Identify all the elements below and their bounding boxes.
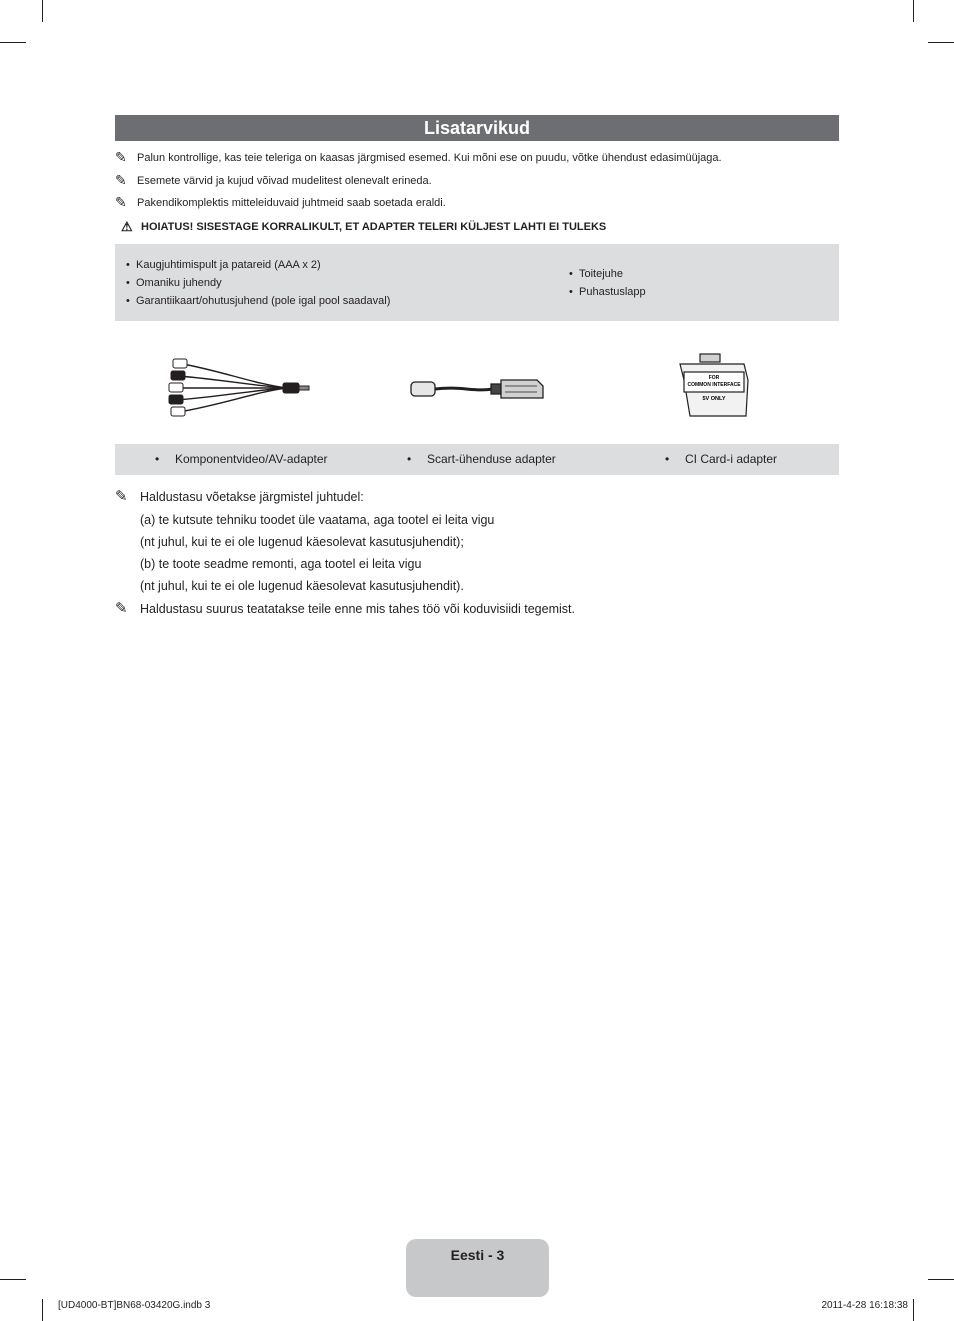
note-1: ✎ Palun kontrollige, kas teie teleriga on kaasas järgmised esemed. Kui mõni ese on puudu, võtke ühendust edasimüüjaga. [115, 149, 722, 165]
page-number-tab [406, 1239, 549, 1297]
ci-card-adapter-image [670, 350, 760, 426]
pencil-icon: ✎ [115, 149, 127, 165]
list-item: • Omaniku juhendy [126, 277, 222, 289]
warning-line: ⚠ HOIATUS! SISESTAGE KORRALIKULT, ET ADAPTER TELERI KÜLJEST LAHTI EI TULEKS [121, 219, 607, 234]
pencil-icon: ✎ [115, 172, 127, 188]
ci-card-label-for: FOR [708, 375, 720, 381]
fee-line-b: (b) te toote seadme remonti, aga tootel ei leita vigu [140, 557, 422, 571]
section-title: Lisatarvikud [115, 115, 839, 141]
ci-card-label-interface: COMMON INTERFACE [687, 382, 741, 388]
note-3: ✎ Pakendikomplektis mitteleiduvaid juhtmeid saab soetada eraldi. [115, 194, 446, 210]
fee-note-2: ✎ Haldustasu suurus teatatakse teile enne mis tahes töö või koduvisiidi tegemist. [115, 600, 575, 617]
ci-card-label-voltage: 5V ONLY [702, 396, 726, 402]
list-item: • Puhastuslapp [569, 286, 646, 298]
warning-icon: ⚠ [121, 219, 133, 234]
fee-note-lead: ✎ Haldustasu võetakse järgmistel juhtudel: [115, 488, 364, 505]
accessories-left-list [115, 256, 390, 310]
fee-line-a: (a) te kutsute tehniku toodet üle vaatama, aga tootel ei leita vigu [140, 513, 495, 527]
fee-line-a-example: (nt juhul, kui te ei ole lugenud käesolevat kasutusjuhendit); [140, 535, 464, 549]
crop-mark [913, 0, 914, 22]
accessories-box [115, 244, 839, 321]
crop-mark [928, 1279, 954, 1280]
caption-component-av: • Komponentvideo/AV-adapter [155, 452, 328, 466]
crop-mark [0, 1279, 26, 1280]
pencil-icon: ✎ [115, 488, 128, 505]
component-av-adapter-image [165, 350, 315, 426]
adapter-captions [115, 444, 839, 475]
list-item: • Garantiikaart/ohutusjuhend (pole igal pool saadaval) [126, 295, 391, 307]
fee-line-b-example: (nt juhul, kui te ei ole lugenud käesolevat kasutusjuhendit). [140, 579, 464, 593]
crop-mark [0, 42, 26, 43]
pencil-icon: ✎ [115, 194, 127, 210]
crop-mark [913, 1299, 914, 1321]
crop-mark [42, 1299, 43, 1321]
list-item: • Kaugjuhtimispult ja patareid (AAA x 2) [126, 259, 321, 271]
page-number: Eesti - 3 [450, 1247, 505, 1263]
list-item: • Toitejuhe [569, 268, 624, 280]
caption-ci-card: • CI Card-i adapter [665, 452, 778, 466]
caption-scart: • Scart-ühenduse adapter [407, 452, 556, 466]
footer-timestamp: 2011-4-28 16:18:38 [821, 1300, 908, 1311]
accessories-right-list [558, 265, 646, 301]
crop-mark [42, 0, 43, 22]
footer-filename: [UD4000-BT]BN68-03420G.indb 3 [58, 1300, 211, 1311]
scart-adapter-image [405, 350, 550, 426]
note-2: ✎ Esemete värvid ja kujud võivad mudelitest olenevalt erineda. [115, 172, 432, 188]
pencil-icon: ✎ [115, 600, 128, 617]
crop-mark [928, 42, 954, 43]
